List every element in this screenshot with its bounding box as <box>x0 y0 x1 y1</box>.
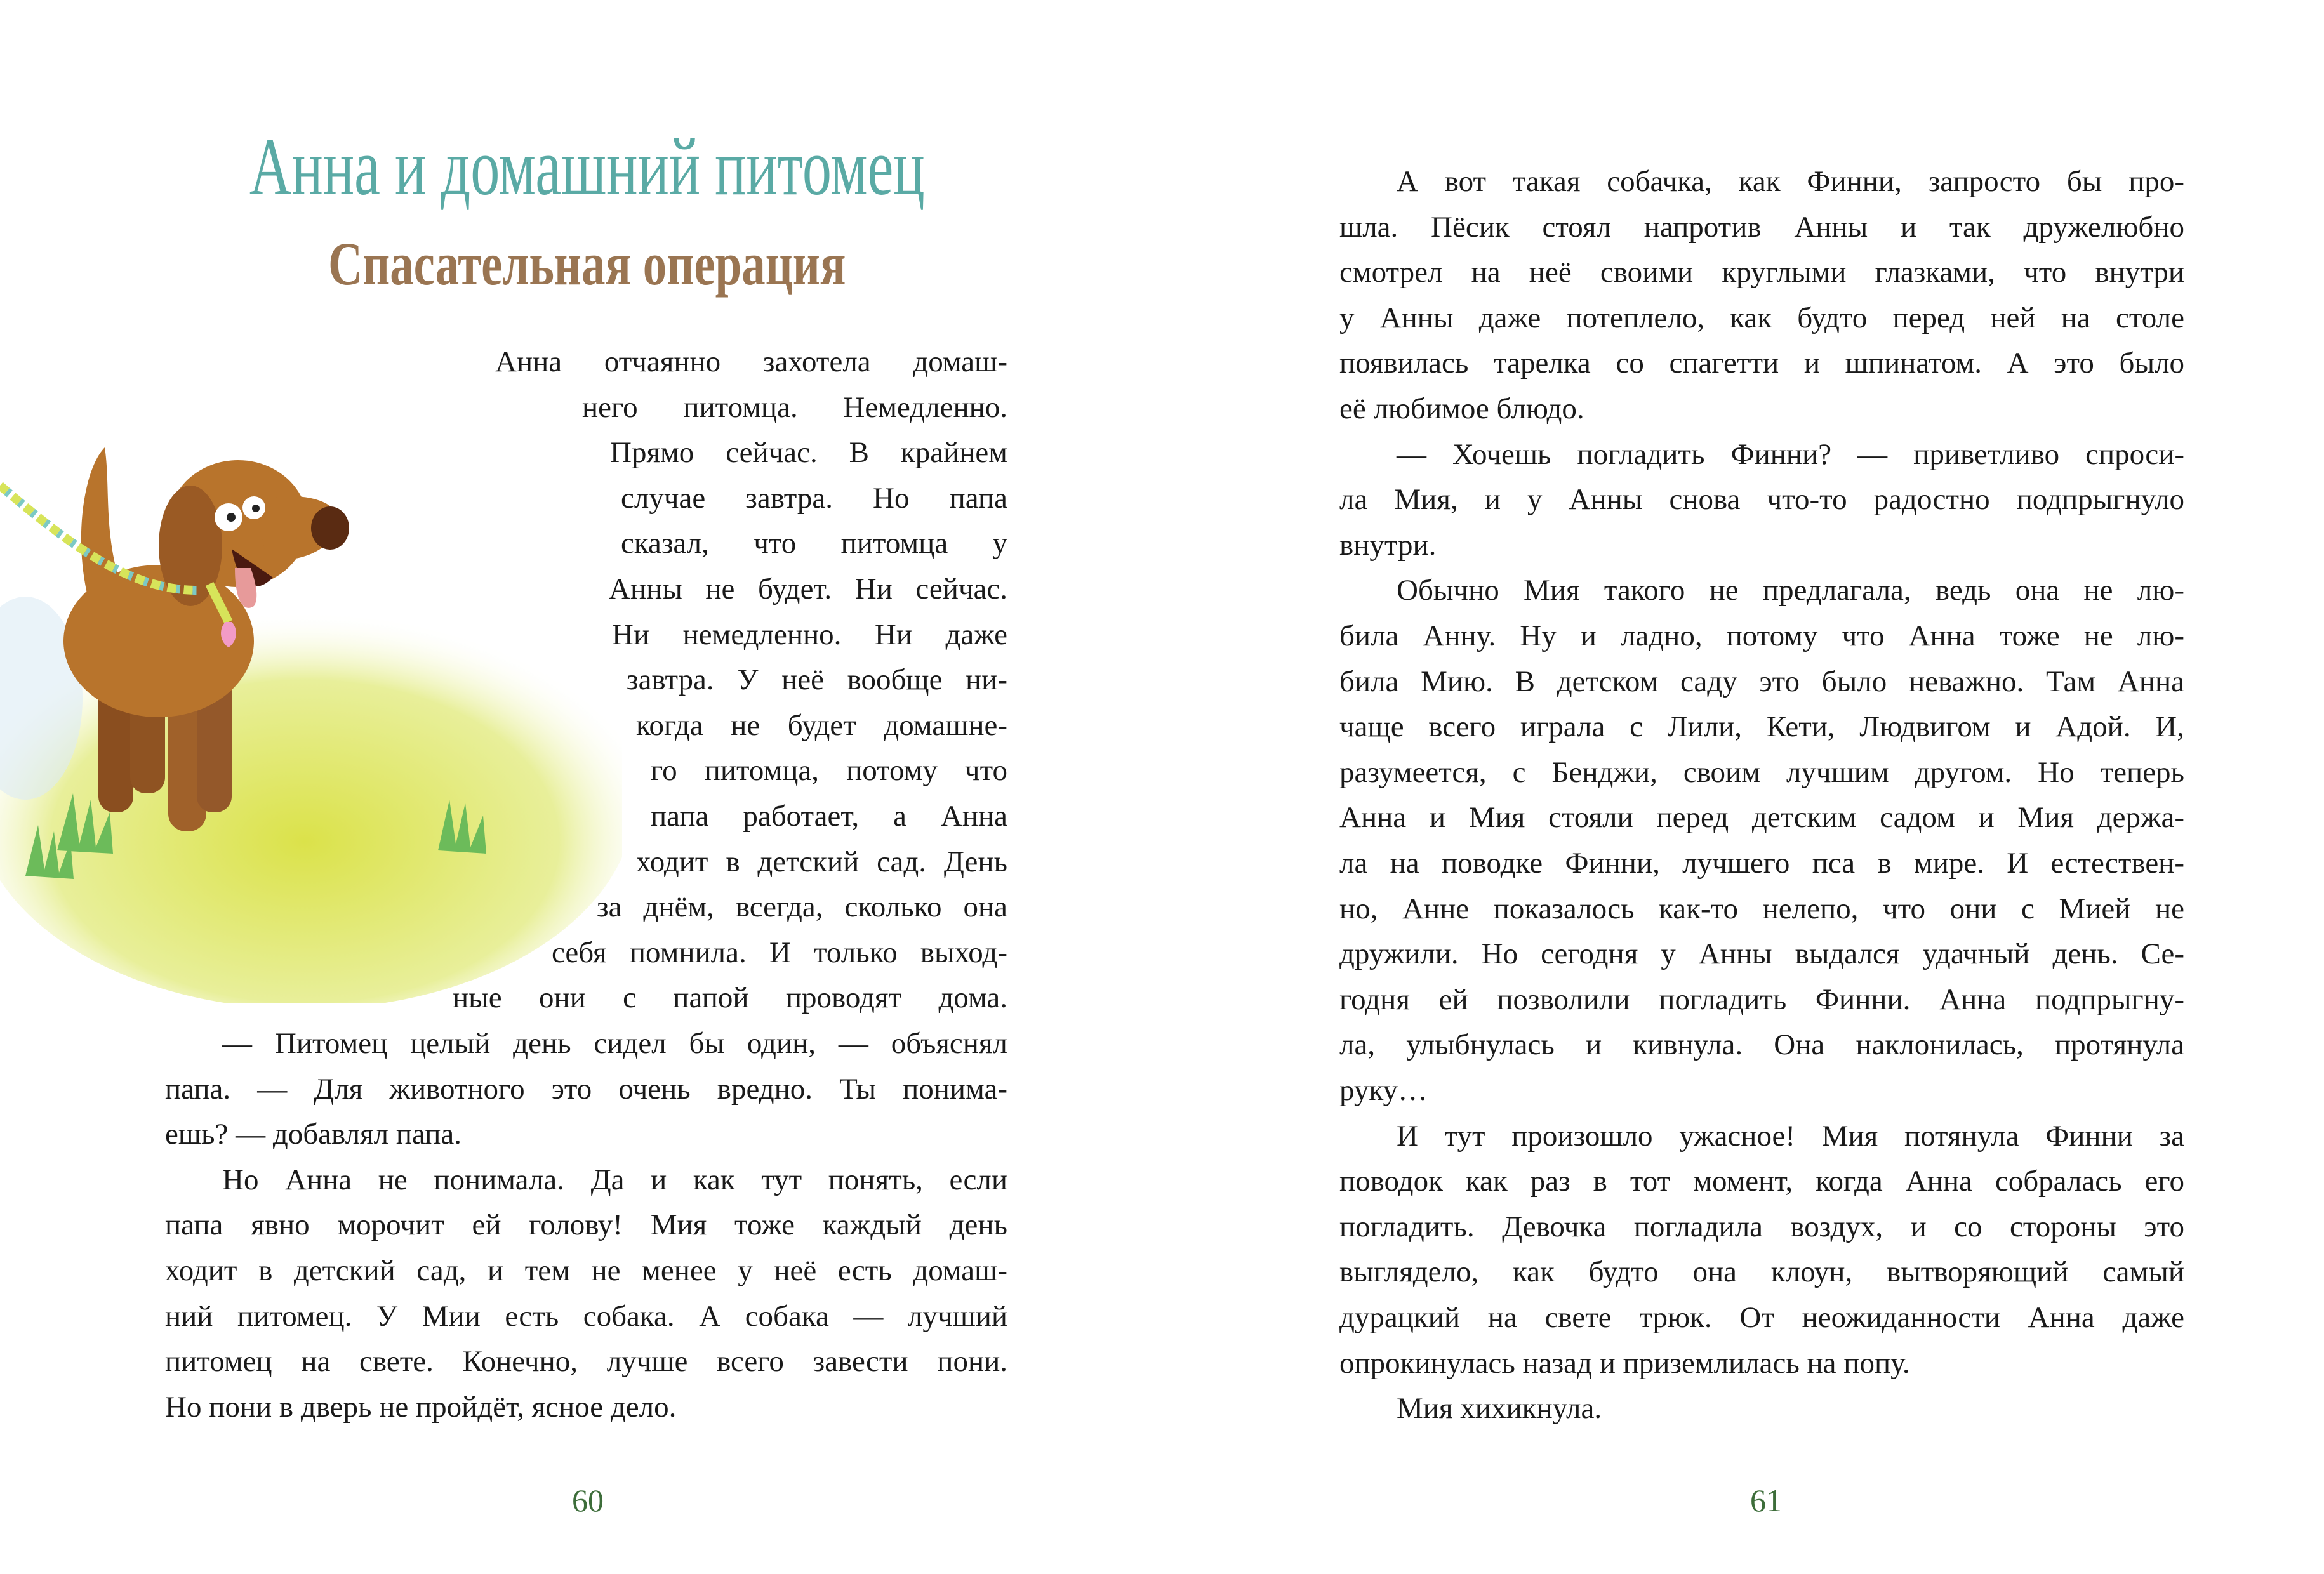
text-line: И тут произошло ужасное! Мия потянула Финни за <box>1397 1119 2184 1153</box>
text-line: ла Мия, и у Анны снова что-то радостно подпрыгнуло <box>1339 483 2184 517</box>
text-line: Ни немедленно. Ни даже <box>612 618 1007 651</box>
text-line: смотрел на неё своими круглыми глазками, что внутри <box>1339 256 2184 289</box>
text-line: у Анны даже потеплело, как будто перед ней на столе <box>1339 301 2184 334</box>
text-line: выглядело, как будто она клоун, вытворяющий самый <box>1339 1255 2184 1289</box>
text-line: погладить. Девочка погладила воздух, и со стороны это <box>1339 1210 2184 1243</box>
text-line: ходит в детский сад. День <box>636 845 1007 878</box>
text-line: но, Анне показалось как-то нелепо, что они с Мией не <box>1339 892 2184 925</box>
text-line: Прямо сейчас. В крайнем <box>610 436 1007 470</box>
text-line: — Хочешь погладить Финни? — приветливо спроси- <box>1397 437 2184 471</box>
text-line: Анна отчаянно захотела домаш- <box>495 345 1007 378</box>
text-line: её любимое блюдо. <box>1339 392 1584 425</box>
text-line: ходит в детский сад, и тем не менее у неё есть домаш- <box>165 1254 1007 1287</box>
text-line: за днём, всегда, сколько она <box>597 890 1007 924</box>
chapter-title <box>0 121 1174 214</box>
text-line: разумеется, с Бенджи, своим лучшим другом. Но теперь <box>1339 755 2184 789</box>
text-line: папа явно морочит ей голову! Мия тоже каждый день <box>165 1208 1007 1242</box>
text-line: Анны не будет. Ни сейчас. <box>609 572 1007 605</box>
text-line: — Питомец целый день сидел бы один, — объяснял <box>222 1027 1007 1060</box>
text-line: Но Анна не понимала. Да и как тут понять, если <box>222 1163 1007 1196</box>
text-line: А вот такая собачка, как Финни, запросто бы про- <box>1397 165 2184 198</box>
text-line: случае завтра. Но папа <box>621 481 1007 515</box>
text-line: когда не будет домашне- <box>636 708 1007 742</box>
text-line: внутри. <box>1339 528 1437 562</box>
text-line: била Мию. В детском саду это было неважно. Там Анна <box>1339 665 2184 698</box>
text-line: го питомца, потому что <box>651 754 1007 788</box>
dog-illustration <box>0 394 622 1003</box>
text-line: него питомца. Немедленно. <box>582 390 1007 424</box>
text-line: чаще всего играла с Лили, Кети, Людвигом и Адой. И, <box>1339 710 2184 744</box>
page-number-right: 61 <box>1750 1483 1782 1518</box>
text-line: ний питомец. У Мии есть собака. А собака — лучший <box>165 1299 1007 1333</box>
text-line: годня ей позволили погладить Финни. Анна подпрыгну- <box>1339 982 2184 1016</box>
text-line: себя помнила. И только выход- <box>552 936 1007 969</box>
text-line: дурацкий на свете трюк. От неожиданности Анна даже <box>1339 1301 2184 1334</box>
text-line: ные они с папой проводят дома. <box>453 981 1007 1015</box>
text-line: питомец на свете. Конечно, лучше всего завести пони. <box>165 1345 1007 1379</box>
text-line: опрокинулась назад и приземлилась на попу. <box>1339 1346 1910 1380</box>
text-line: папа. — Для животного это очень вредно. Ты понима- <box>165 1072 1007 1106</box>
text-line: поводок как раз в тот момент, когда Анна собралась его <box>1339 1165 2184 1198</box>
chapter-title-text: Анна и домашний питомец <box>249 122 925 212</box>
page-number-left: 60 <box>572 1483 604 1518</box>
text-line: шла. Пёсик стоял напротив Анны и так дружелюбно <box>1339 210 2184 244</box>
text-line: Но пони в дверь не пройдёт, ясное дело. <box>165 1390 677 1424</box>
text-line: появилась тарелка со спагетти и шпинатом. А это было <box>1339 347 2184 380</box>
text-line: ла на поводке Финни, лучшего пса в мире. И естествен- <box>1339 847 2184 880</box>
text-line: сказал, что питомца у <box>621 527 1007 560</box>
text-line: руку… <box>1339 1074 1428 1107</box>
text-line: Обычно Мия такого не предлагала, ведь она не лю- <box>1397 574 2184 607</box>
text-line: дружили. Но сегодня у Анны выдался удачный день. Се- <box>1339 937 2184 971</box>
text-line: ла, улыбнулась и кивнула. Она наклонилась, протянула <box>1339 1028 2184 1062</box>
text-line: била Анну. Ну и ладно, потому что Анна тоже не лю- <box>1339 619 2184 652</box>
chapter-subtitle-text: Спасательная операция <box>328 230 846 298</box>
text-line: папа работает, а Анна <box>651 800 1007 833</box>
text-line: Мия хихикнула. <box>1397 1392 1602 1425</box>
text-line: ешь? — добавлял папа. <box>165 1118 462 1151</box>
text-line: завтра. У неё вообще ни- <box>627 663 1007 697</box>
chapter-subtitle <box>0 228 1174 299</box>
text-line: Анна и Мия стояли перед детским садом и Мия держа- <box>1339 801 2184 835</box>
